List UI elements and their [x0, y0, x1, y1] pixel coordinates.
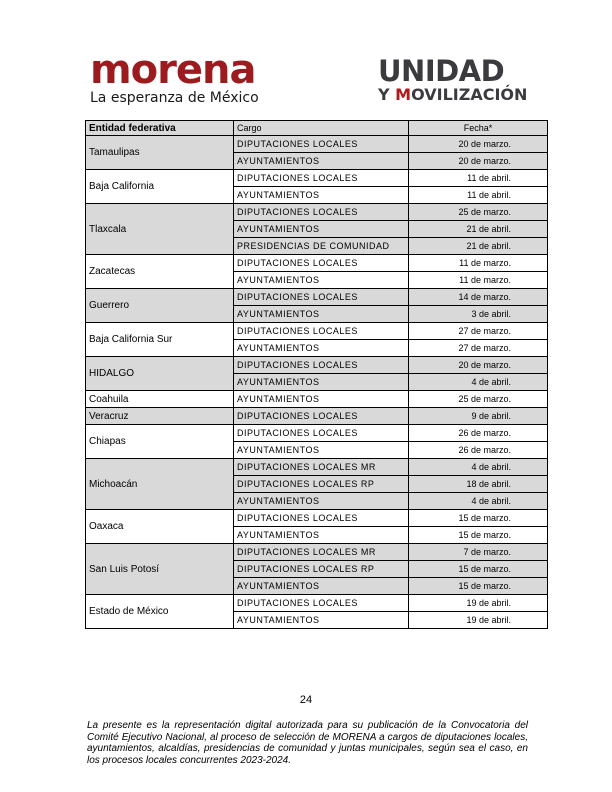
entity-cell: Zacatecas [86, 255, 234, 289]
table-row [86, 204, 548, 221]
table-row [86, 459, 548, 476]
fecha-cell: 11 de marzo. [409, 272, 548, 289]
fecha-cell: 20 de marzo. [409, 153, 548, 170]
fecha-cell: 4 de abril. [409, 374, 548, 391]
cargo-cell: PRESIDENCIAS DE COMUNIDAD [234, 238, 409, 255]
table-row [86, 425, 548, 442]
morena-tagline: La esperanza de México [90, 90, 259, 106]
cargo-cell: AYUNTAMIENTOS [234, 306, 409, 323]
entity-cell: Coahuila [86, 391, 234, 408]
cargo-cell: AYUNTAMIENTOS [234, 391, 409, 408]
fecha-cell: 3 de abril. [409, 306, 548, 323]
entity-cell: Tamaulipas [86, 136, 234, 170]
entity-cell: Veracruz [86, 408, 234, 425]
fecha-cell: 4 de abril. [409, 459, 548, 476]
entity-cell: San Luis Potosí [86, 544, 234, 595]
fecha-cell: 15 de marzo. [409, 527, 548, 544]
unidad-movilizacion-logo [378, 56, 527, 104]
fecha-cell: 27 de marzo. [409, 323, 548, 340]
entity-cell: Tlaxcala [86, 204, 234, 255]
fecha-cell: 18 de abril. [409, 476, 548, 493]
cargo-cell: AYUNTAMIENTOS [234, 221, 409, 238]
fecha-cell: 11 de abril. [409, 187, 548, 204]
fecha-cell: 25 de marzo. [409, 204, 548, 221]
fecha-cell: 26 de marzo. [409, 442, 548, 459]
fecha-cell: 26 de marzo. [409, 425, 548, 442]
fecha-cell: 11 de abril. [409, 170, 548, 187]
cargo-cell: DIPUTACIONES LOCALES RP [234, 476, 409, 493]
table-row [86, 408, 548, 425]
cargo-cell: DIPUTACIONES LOCALES [234, 323, 409, 340]
entity-cell: Chiapas [86, 425, 234, 459]
fecha-cell: 14 de marzo. [409, 289, 548, 306]
cargo-cell: DIPUTACIONES LOCALES [234, 255, 409, 272]
calendar-table [85, 120, 548, 629]
fecha-cell: 7 de marzo. [409, 544, 548, 561]
entity-cell: Estado de México [86, 595, 234, 629]
table-body [86, 136, 548, 629]
cargo-cell: DIPUTACIONES LOCALES [234, 289, 409, 306]
cargo-cell: DIPUTACIONES LOCALES [234, 357, 409, 374]
entity-cell: HIDALGO [86, 357, 234, 391]
fecha-cell: 27 de marzo. [409, 340, 548, 357]
fecha-cell: 15 de marzo. [409, 510, 548, 527]
table-row [86, 323, 548, 340]
entity-cell: Baja California [86, 170, 234, 204]
unidad-wordmark: UNIDAD [378, 54, 505, 88]
fecha-cell: 15 de marzo. [409, 561, 548, 578]
footer-note: La presente es la representación digital autorizada para su publicación de la Convocatoria del Comité Ejecutivo Nacional, al proceso de selección de MORENA a cargos de diputaciones locales, ayuntamientos, alcaldías, presidencias de comunidad y juntas municipales, según sea el caso, en los procesos locales concurrentes 2023-2024. [87, 720, 528, 766]
fecha-cell: 19 de abril. [409, 595, 548, 612]
cargo-cell: DIPUTACIONES LOCALES MR [234, 459, 409, 476]
fecha-cell: 11 de marzo. [409, 255, 548, 272]
table-row [86, 289, 548, 306]
header-cargo: Cargo [234, 121, 409, 136]
table-row [86, 170, 548, 187]
cargo-cell: DIPUTACIONES LOCALES [234, 595, 409, 612]
table-row [86, 595, 548, 612]
cargo-cell: DIPUTACIONES LOCALES [234, 408, 409, 425]
table-row [86, 357, 548, 374]
fecha-cell: 21 de abril. [409, 238, 548, 255]
header-entidad: Entidad federativa [86, 121, 234, 136]
cargo-cell: DIPUTACIONES LOCALES [234, 170, 409, 187]
cargo-cell: DIPUTACIONES LOCALES MR [234, 544, 409, 561]
morena-wordmark: morena [90, 47, 256, 93]
fecha-cell: 15 de marzo. [409, 578, 548, 595]
fecha-cell: 25 de marzo. [409, 391, 548, 408]
fecha-cell: 19 de abril. [409, 612, 548, 629]
table-row [86, 391, 548, 408]
table-row [86, 510, 548, 527]
fecha-cell: 9 de abril. [409, 408, 548, 425]
cargo-cell: AYUNTAMIENTOS [234, 612, 409, 629]
morena-logo [90, 47, 259, 106]
fecha-cell: 20 de marzo. [409, 357, 548, 374]
movilizacion-wordmark [378, 86, 527, 104]
cargo-cell: AYUNTAMIENTOS [234, 493, 409, 510]
fecha-cell: 20 de marzo. [409, 136, 548, 153]
cargo-cell: AYUNTAMIENTOS [234, 153, 409, 170]
cargo-cell: DIPUTACIONES LOCALES [234, 204, 409, 221]
header-fecha: Fecha* [409, 121, 548, 136]
cargo-cell: AYUNTAMIENTOS [234, 340, 409, 357]
page-number: 24 [299, 694, 313, 706]
fecha-cell: 21 de abril. [409, 221, 548, 238]
entity-cell: Oaxaca [86, 510, 234, 544]
table-row [86, 544, 548, 561]
movilizacion-prefix: Y [378, 85, 396, 104]
cargo-cell: AYUNTAMIENTOS [234, 442, 409, 459]
cargo-cell: DIPUTACIONES LOCALES [234, 425, 409, 442]
cargo-cell: AYUNTAMIENTOS [234, 578, 409, 595]
cargo-cell: DIPUTACIONES LOCALES RP [234, 561, 409, 578]
table-row [86, 255, 548, 272]
cargo-cell: DIPUTACIONES LOCALES [234, 136, 409, 153]
movilizacion-rest: OVILIZACIÓN [411, 85, 528, 104]
entity-cell: Michoacán [86, 459, 234, 510]
entity-cell: Guerrero [86, 289, 234, 323]
cargo-cell: AYUNTAMIENTOS [234, 374, 409, 391]
movilizacion-red-m: M [395, 85, 412, 104]
fecha-cell: 4 de abril. [409, 493, 548, 510]
entity-cell: Baja California Sur [86, 323, 234, 357]
table-header-row [86, 121, 548, 136]
cargo-cell: AYUNTAMIENTOS [234, 187, 409, 204]
cargo-cell: AYUNTAMIENTOS [234, 527, 409, 544]
cargo-cell: DIPUTACIONES LOCALES [234, 510, 409, 527]
table-row [86, 136, 548, 153]
cargo-cell: AYUNTAMIENTOS [234, 272, 409, 289]
